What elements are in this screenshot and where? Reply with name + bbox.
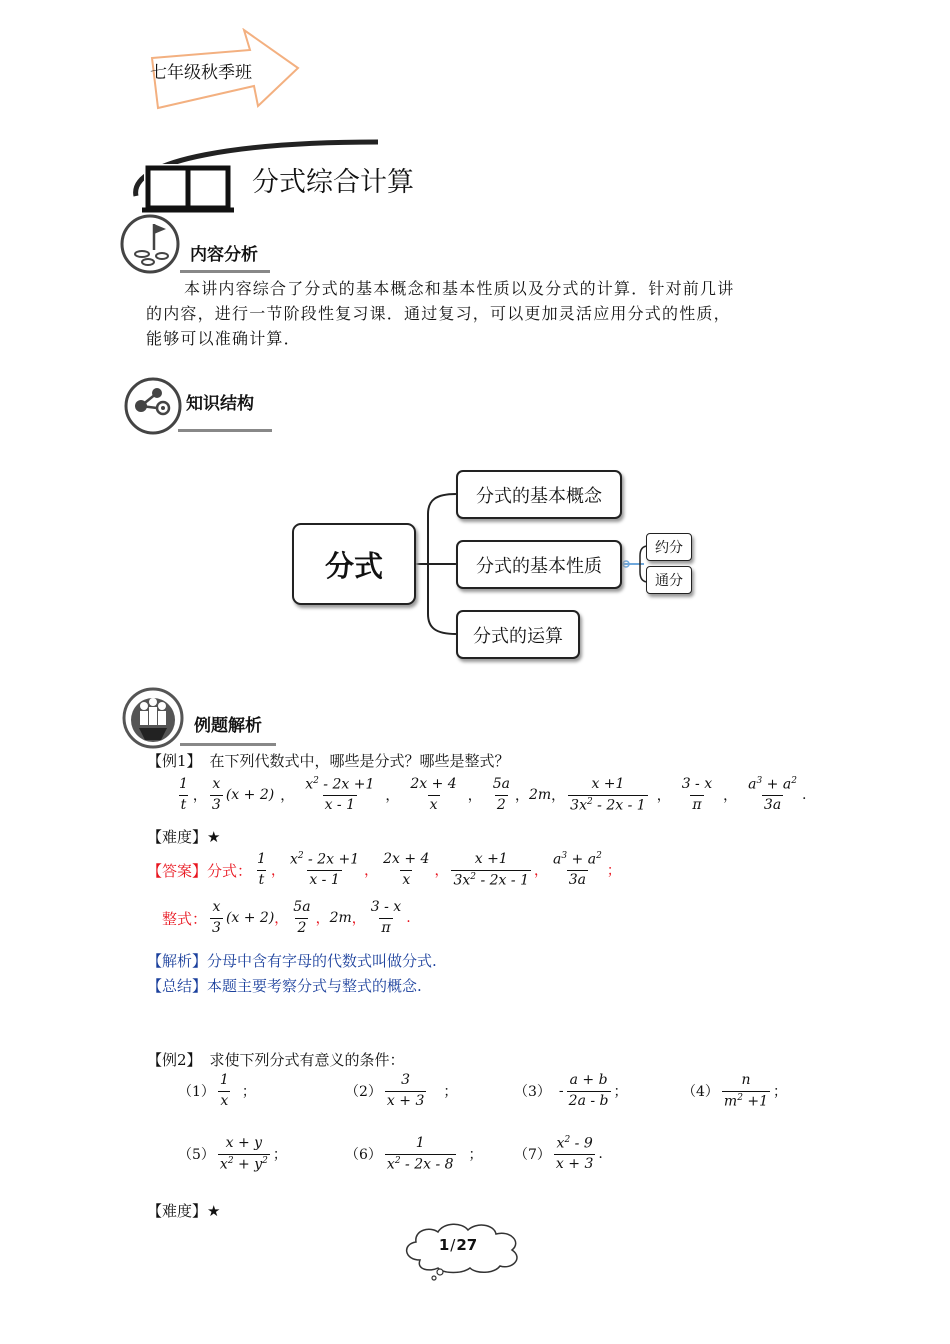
section-title-knowledge-structure: 知识结构	[186, 394, 254, 414]
chapter-title: 分式综合计算	[252, 167, 414, 198]
target-flag-icon	[118, 212, 188, 274]
example1-summary: 【总结】 本题主要考察分式与整式的概念.	[147, 977, 422, 995]
example2-label: 【例2】	[147, 1051, 202, 1069]
podium-icon	[121, 686, 187, 750]
example1-label: 【例1】	[147, 752, 202, 770]
integral-label: 整式：	[162, 909, 208, 928]
mindmap-root: 分式	[292, 523, 416, 605]
difficulty-star-icon: ★	[207, 1201, 221, 1220]
section-underline	[178, 429, 272, 432]
difficulty-star-icon: ★	[207, 827, 221, 846]
example1-answer-fractions: 【答案】 分式： $\frac{1}{t}$ ， $\frac{x^2 - 2x +1}{x - 1}$ ， $\frac{2x + 4}{x}$ ， $\frac{x +1}{3x^2 - 2x - 1}$ ， $\frac{a^3 + a^2}{3a}$ ；	[147, 851, 621, 889]
mindmap-sub-reduce: 约分	[646, 533, 692, 561]
section-title-examples: 例题解析	[194, 716, 262, 736]
example2-item-7: （7） $\frac{x^2 - 9}{x + 3}$ .	[514, 1135, 603, 1173]
example2-item-4: （4） $\frac{n}{m^2 +1}$ ；	[682, 1072, 788, 1110]
fraction-label: 分式：	[207, 861, 253, 880]
example1-answer-integrals: 整式： $\frac{x}{3}$ (x + 2) ， $\frac{5a}{2}$ ， 2m ， $\frac{3 - x}{\pi}$ .	[162, 899, 411, 936]
network-icon	[123, 376, 187, 436]
mindmap-branch-property: 分式的基本性质	[456, 540, 622, 589]
example1-difficulty: 【难度】 ★	[147, 827, 221, 846]
example1-expressions: $\frac{1}{t}$ ， $\frac{x}{3}$ (x + 2) ， $\frac{x^2 - 2x +1}{x - 1}$ ， $\frac{2x + 4}{x}$ ， $\frac{5a}{2}$ ， 2m ， $\frac{x +1}{3x^2 - 2x - 1}$ ， $\frac{3 - x}{\pi}$ ， $\frac{a^3 + a^2}{3a}$ .	[179, 776, 807, 814]
page-number: 1/27	[438, 1236, 478, 1254]
example1-question-text: 在下列代数式中，哪些是分式？哪些是整式？	[209, 752, 510, 770]
mindmap-sub-common-denominator: 通分	[646, 566, 692, 594]
class-label: 七年级秋季班	[150, 63, 252, 83]
example2-item-2: （2） $\frac{3}{x + 3}$ ；	[345, 1072, 458, 1109]
example2-item-3: （3） - $\frac{a + b}{2a - b}$ ；	[514, 1072, 628, 1109]
answer-label: 【答案】	[147, 861, 208, 880]
example2-item-6: （6） $\frac{1}{x^2 - 2x - 8}$ ；	[345, 1135, 483, 1173]
example2-item-5: （5） $\frac{x + y}{x^2 + y^2}$ ；	[178, 1135, 287, 1173]
section-title-content-analysis: 内容分析	[190, 245, 258, 265]
mindmap-branch-concept: 分式的基本概念	[456, 470, 622, 519]
example2-difficulty: 【难度】 ★	[147, 1201, 221, 1220]
example1-question	[147, 750, 510, 771]
section-underline	[180, 270, 270, 273]
example1-analysis: 【解析】 分母中含有字母的代数式叫做分式.	[147, 952, 437, 970]
example2-item-1: （1） $\frac{1}{x}$ ；	[178, 1072, 256, 1109]
mindmap-branch-operation: 分式的运算	[456, 610, 580, 659]
example2-question: 【例2】 求使下列分式有意义的条件：	[147, 1051, 405, 1069]
section-underline	[180, 743, 276, 746]
intro-paragraph: 本讲内容综合了分式的基本概念和基本性质以及分式的计算．针对前几讲 的内容，进行一节阶段性复习课．通过复习，可以更加灵活应用分式的性质， 能够可以准确计算．	[146, 279, 735, 348]
